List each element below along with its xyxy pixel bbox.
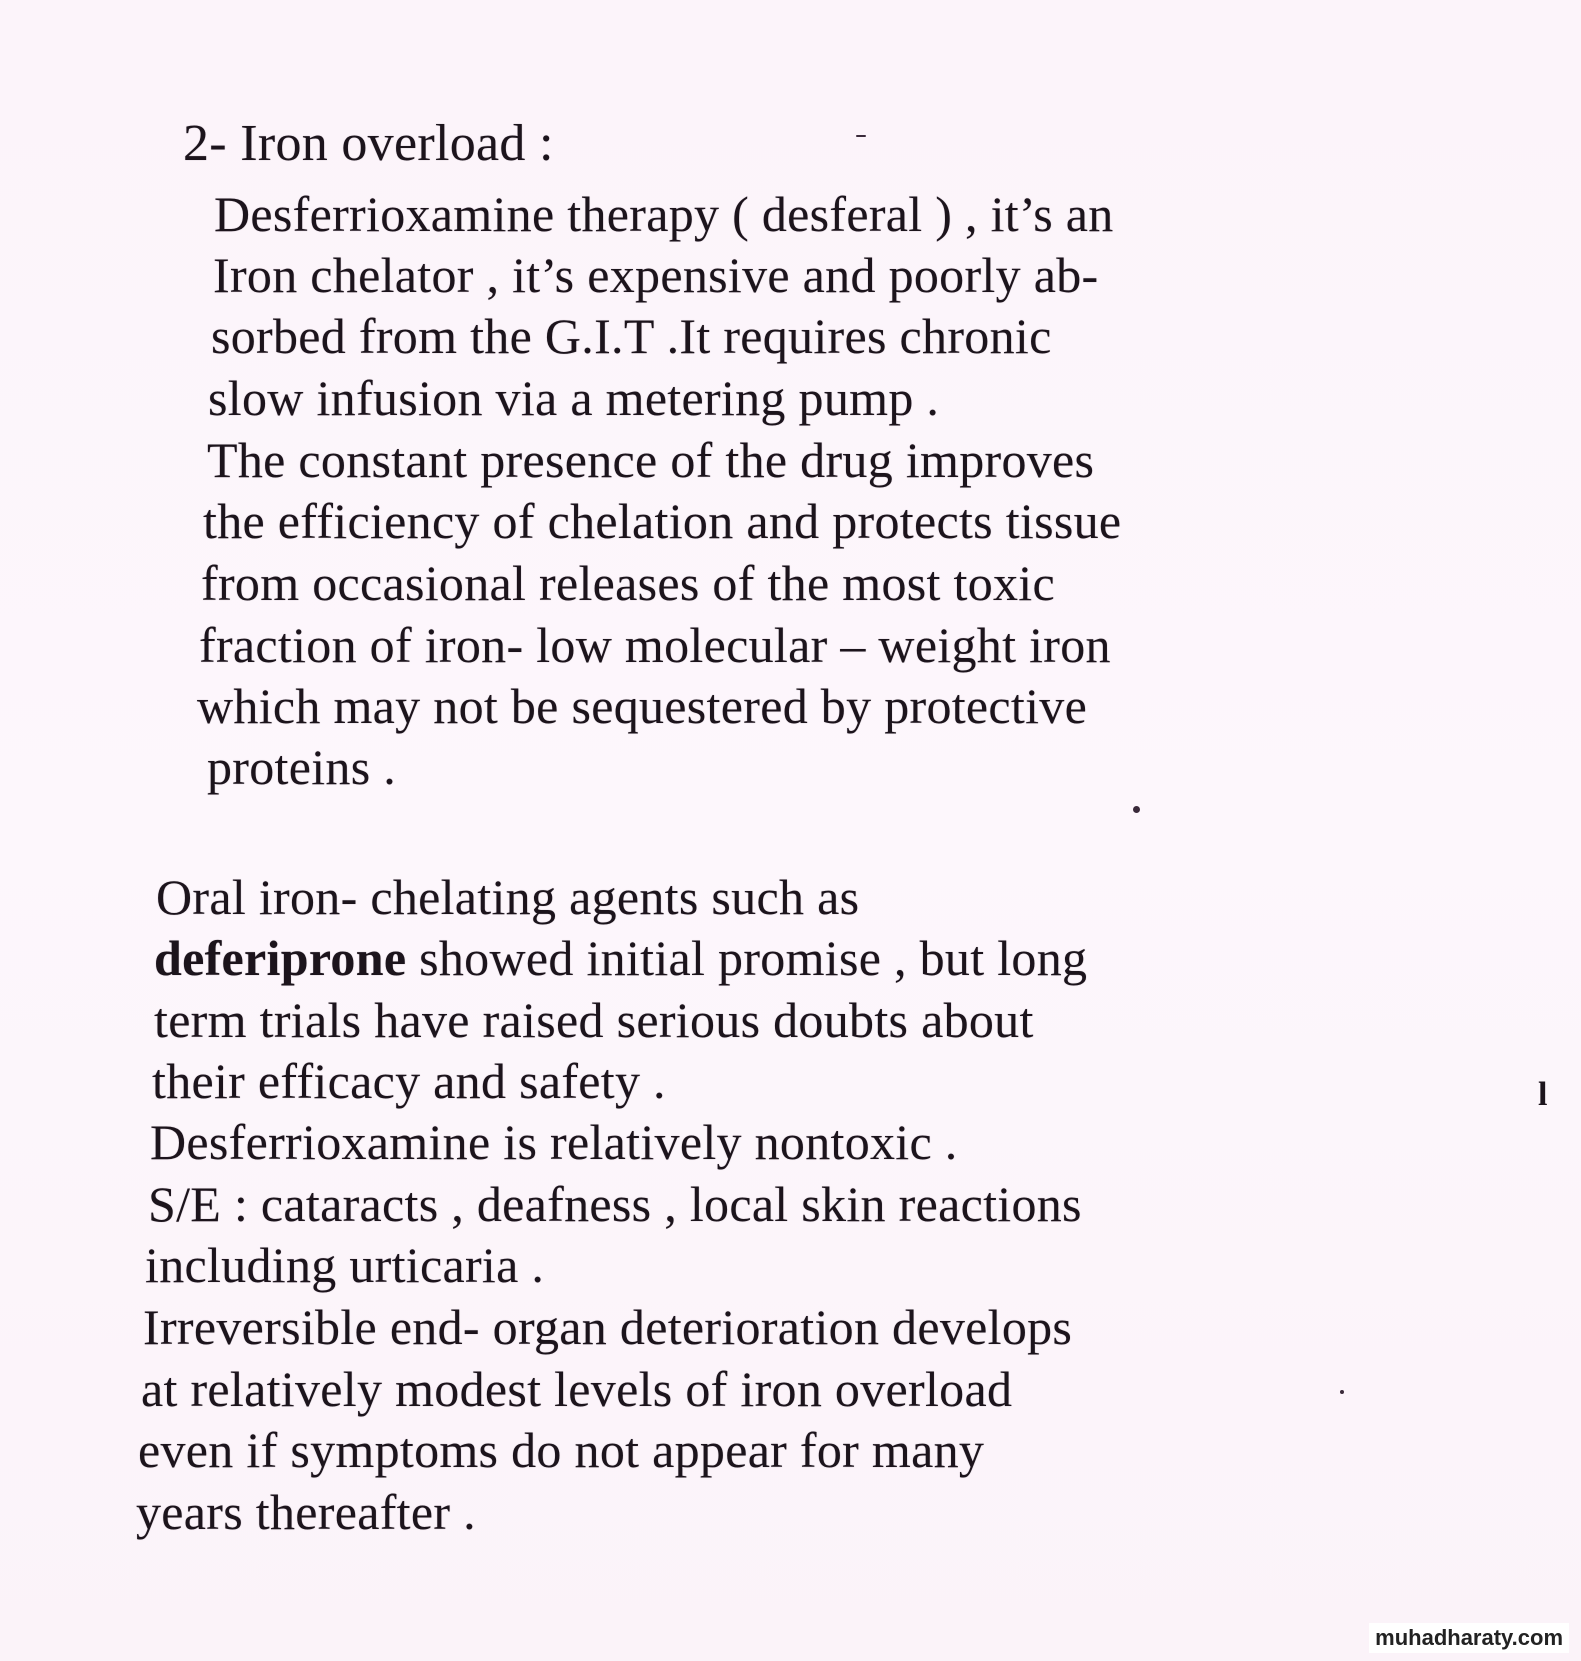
text-line: proteins . <box>207 739 397 795</box>
margin-mark: l <box>1538 1076 1548 1113</box>
text-line: their efficacy and safety . <box>152 1053 666 1109</box>
drug-term-deferiprone: deferiprone <box>154 930 407 986</box>
text-line: which may not be sequestered by protective <box>197 678 1088 734</box>
text-line: from occasional releases of the most toxic <box>201 555 1055 611</box>
scan-speck <box>1133 806 1140 813</box>
section-heading: 2- Iron overload : <box>183 115 554 172</box>
text-line: slow infusion via a metering pump . <box>208 370 940 426</box>
text-line <box>154 929 1087 987</box>
text-line: term trials have raised serious doubts about <box>154 992 1034 1048</box>
text-line: years thereafter . <box>136 1484 476 1540</box>
text-line: The constant presence of the drug improves <box>207 432 1095 488</box>
text-line: S/E : cataracts , deafness , local skin reactions <box>148 1176 1082 1232</box>
text-line: fraction of iron- low molecular – weight iron <box>199 617 1111 673</box>
text-line: even if symptoms do not appear for many <box>138 1422 985 1478</box>
scan-speck <box>1340 1390 1344 1394</box>
text-line: sorbed from the G.I.T .It requires chronic <box>211 308 1052 364</box>
text-line: at relatively modest levels of iron overload <box>141 1361 1013 1417</box>
text-line: Irreversible end- organ deterioration develops <box>143 1299 1073 1355</box>
text-line: Desferrioxamine is relatively nontoxic . <box>150 1114 958 1170</box>
site-watermark: muhadharaty.com <box>1369 1623 1569 1653</box>
text-line: the efficiency of chelation and protects tissue <box>203 493 1122 549</box>
scan-speck <box>856 135 866 137</box>
text-line: Iron chelator , it’s expensive and poorly ab- <box>213 247 1099 303</box>
text-line: Desferrioxamine therapy ( desferal ) , it’s an <box>214 186 1114 242</box>
text-fragment: showed initial promise , but long <box>406 930 1088 986</box>
text-line: including urticaria . <box>145 1237 545 1293</box>
text-line: Oral iron- chelating agents such as <box>156 869 860 925</box>
